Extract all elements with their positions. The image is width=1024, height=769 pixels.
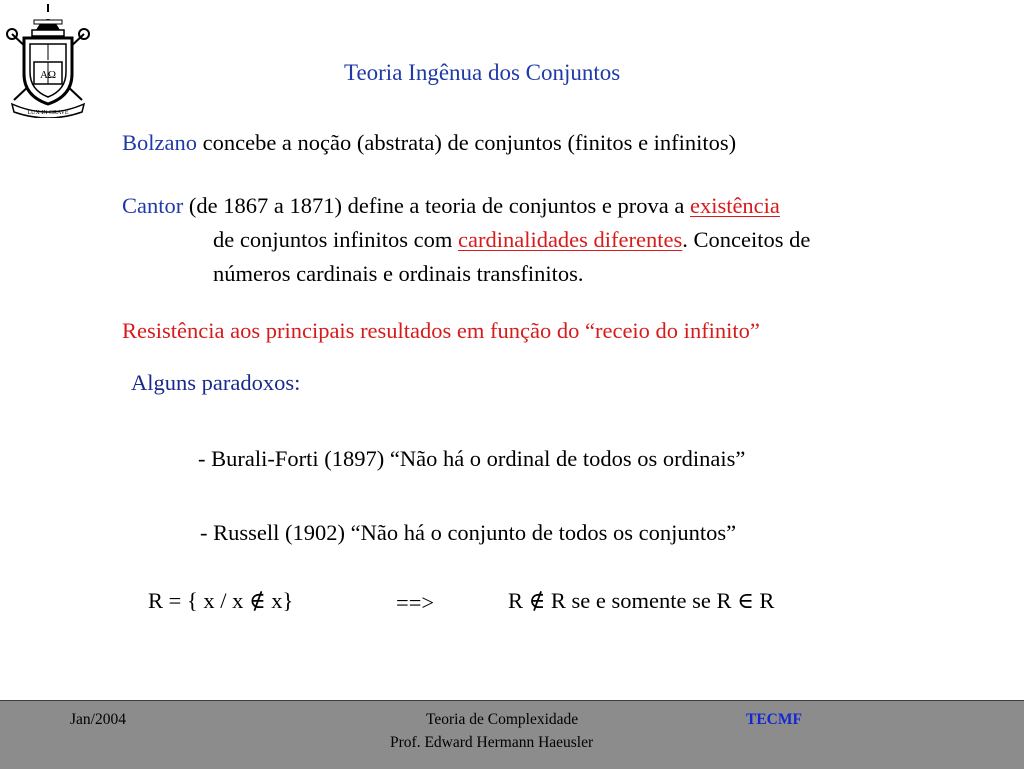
footer-date: Jan/2004 [70,711,126,728]
bolzano-name: Bolzano [122,130,197,155]
footer-professor: Prof. Edward Hermann Haeusler [390,734,594,751]
bolzano-text: concebe a noção (abstrata) de conjuntos (finitos e infinitos) [196,130,737,155]
formula-right: R ∉ R se e somente se R ∈ R [508,588,775,613]
cantor-name: Cantor [122,193,184,218]
slide-footer [0,700,1024,769]
russell-paradox: - Russell (1902) “Não há o conjunto de todos os conjuntos” [200,520,737,545]
cantor-text-3: . Conceitos de [682,227,811,252]
footer-course: Teoria de Complexidade [426,711,579,728]
paradoxes-heading: Alguns paradoxos: [131,370,301,395]
cantor-paragraph [122,189,982,291]
university-seal-logo [4,4,92,118]
cantor-text-2: de conjuntos infinitos com [213,227,458,252]
cantor-text-1: (de 1867 a 1871) define a teoria de conjuntos e prova a [183,193,690,218]
slide-title: Teoria Ingênua dos Conjuntos [344,60,621,85]
cantor-line-2 [122,223,982,257]
footer-org: TECMF [746,711,802,728]
formula-left: R = { x / x ∉ x} [148,588,294,613]
formula-arrow: ==> [396,590,435,615]
resistance-paragraph: Resistência aos principais resultados em função do “receio do infinito” [122,318,760,343]
existencia-link[interactable]: existência [689,193,780,218]
cardinalidades-link[interactable]: cardinalidades diferentes [457,227,683,252]
bolzano-paragraph [122,130,736,156]
burali-forti-paradox: - Burali-Forti (1897) “Não há o ordinal de todos os ordinais” [198,446,746,471]
logo-motto: LUX IN CRAVE [27,110,69,116]
logo-letters: AΩ [39,69,57,81]
cantor-text-4: números cardinais e ordinais transfinitos. [213,261,584,286]
